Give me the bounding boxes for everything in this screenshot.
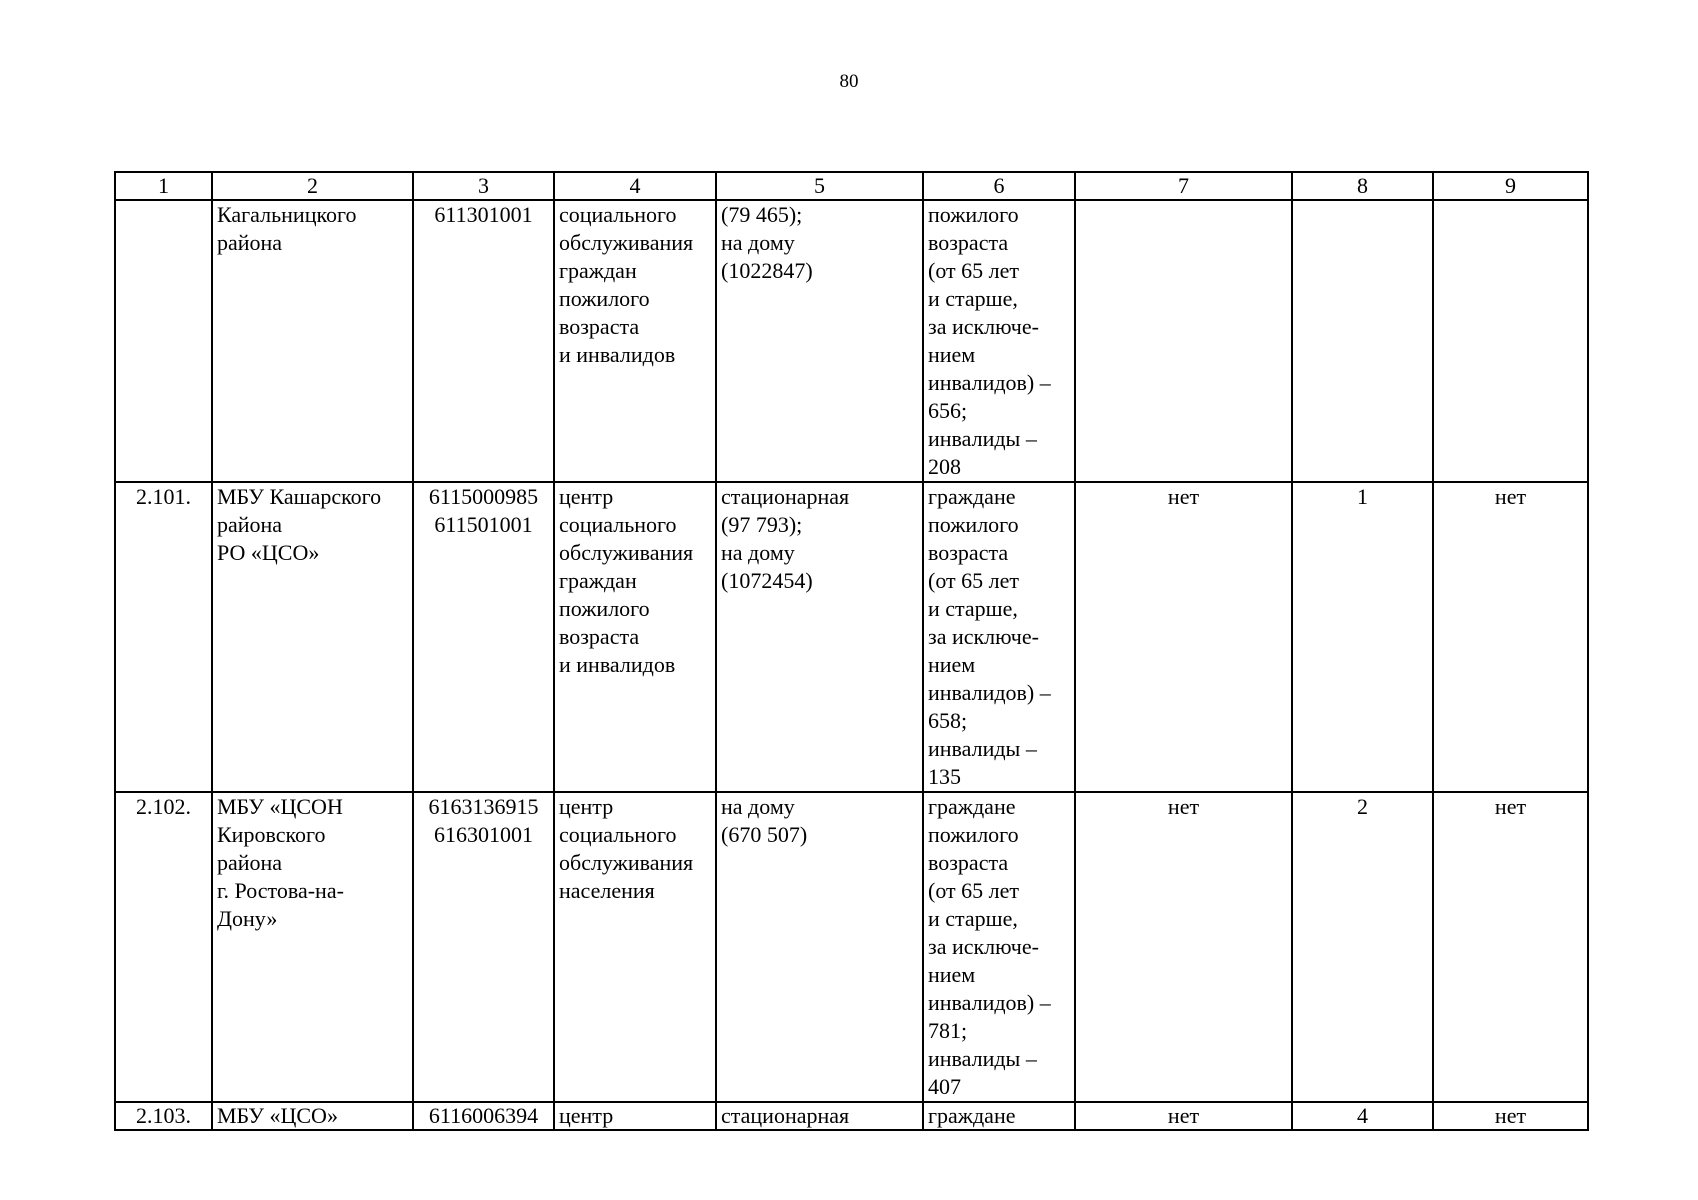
row-number-cell: 2.102. xyxy=(115,792,212,1102)
page-number: 80 xyxy=(839,71,859,92)
column-8-cell: 2 xyxy=(1292,792,1433,1102)
recipient-category-cell: граждане xyxy=(923,1102,1075,1130)
institution-type-cell: центр социального обслуживания граждан пожилого возраста и инвалидов xyxy=(554,482,716,792)
column-header: 4 xyxy=(554,172,716,200)
inn-kpp-cell: 6116006394 xyxy=(413,1102,554,1130)
table-header-row xyxy=(115,172,1588,200)
column-7-cell xyxy=(1075,200,1292,482)
column-header: 7 xyxy=(1075,172,1292,200)
service-form-cell: стационарная xyxy=(716,1102,923,1130)
column-9-cell: нет xyxy=(1433,482,1588,792)
organization-cell: Кагальницкого района xyxy=(212,200,413,482)
column-header: 6 xyxy=(923,172,1075,200)
column-7-cell: нет xyxy=(1075,792,1292,1102)
column-header: 2 xyxy=(212,172,413,200)
inn-kpp-cell: 611301001 xyxy=(413,200,554,482)
column-8-cell: 1 xyxy=(1292,482,1433,792)
table-row xyxy=(115,482,1588,792)
column-header: 9 xyxy=(1433,172,1588,200)
institution-type-cell: центр xyxy=(554,1102,716,1130)
data-table xyxy=(114,171,1589,1131)
inn-kpp-cell: 6115000985 611501001 xyxy=(413,482,554,792)
service-form-cell: (79 465); на дому (1022847) xyxy=(716,200,923,482)
recipient-category-cell: пожилого возраста (от 65 лет и старше, за исключе- нием инвалидов) – 656; инвалиды – 208 xyxy=(923,200,1075,482)
column-8-cell: 4 xyxy=(1292,1102,1433,1130)
column-header: 3 xyxy=(413,172,554,200)
column-7-cell: нет xyxy=(1075,1102,1292,1130)
row-number-cell xyxy=(115,200,212,482)
recipient-category-cell: граждане пожилого возраста (от 65 лет и старше, за исключе- нием инвалидов) – 781; инвалиды – 407 xyxy=(923,792,1075,1102)
service-form-cell: стационарная (97 793); на дому (1072454) xyxy=(716,482,923,792)
table-row xyxy=(115,1102,1588,1130)
column-header: 5 xyxy=(716,172,923,200)
table-row xyxy=(115,200,1588,482)
column-7-cell: нет xyxy=(1075,482,1292,792)
institution-type-cell: центр социального обслуживания населения xyxy=(554,792,716,1102)
organization-cell: МБУ «ЦСОН Кировского района г. Ростова-на- Дону» xyxy=(212,792,413,1102)
row-number-cell: 2.101. xyxy=(115,482,212,792)
column-9-cell: нет xyxy=(1433,792,1588,1102)
column-9-cell: нет xyxy=(1433,1102,1588,1130)
column-header: 1 xyxy=(115,172,212,200)
organization-cell: МБУ Кашарского района РО «ЦСО» xyxy=(212,482,413,792)
row-number-cell: 2.103. xyxy=(115,1102,212,1130)
column-8-cell xyxy=(1292,200,1433,482)
recipient-category-cell: граждане пожилого возраста (от 65 лет и старше, за исключе- нием инвалидов) – 658; инвалиды – 135 xyxy=(923,482,1075,792)
service-form-cell: на дому (670 507) xyxy=(716,792,923,1102)
column-header: 8 xyxy=(1292,172,1433,200)
inn-kpp-cell: 6163136915 616301001 xyxy=(413,792,554,1102)
institution-type-cell: социального обслуживания граждан пожилого возраста и инвалидов xyxy=(554,200,716,482)
column-9-cell xyxy=(1433,200,1588,482)
table-row xyxy=(115,792,1588,1102)
organization-cell: МБУ «ЦСО» xyxy=(212,1102,413,1130)
